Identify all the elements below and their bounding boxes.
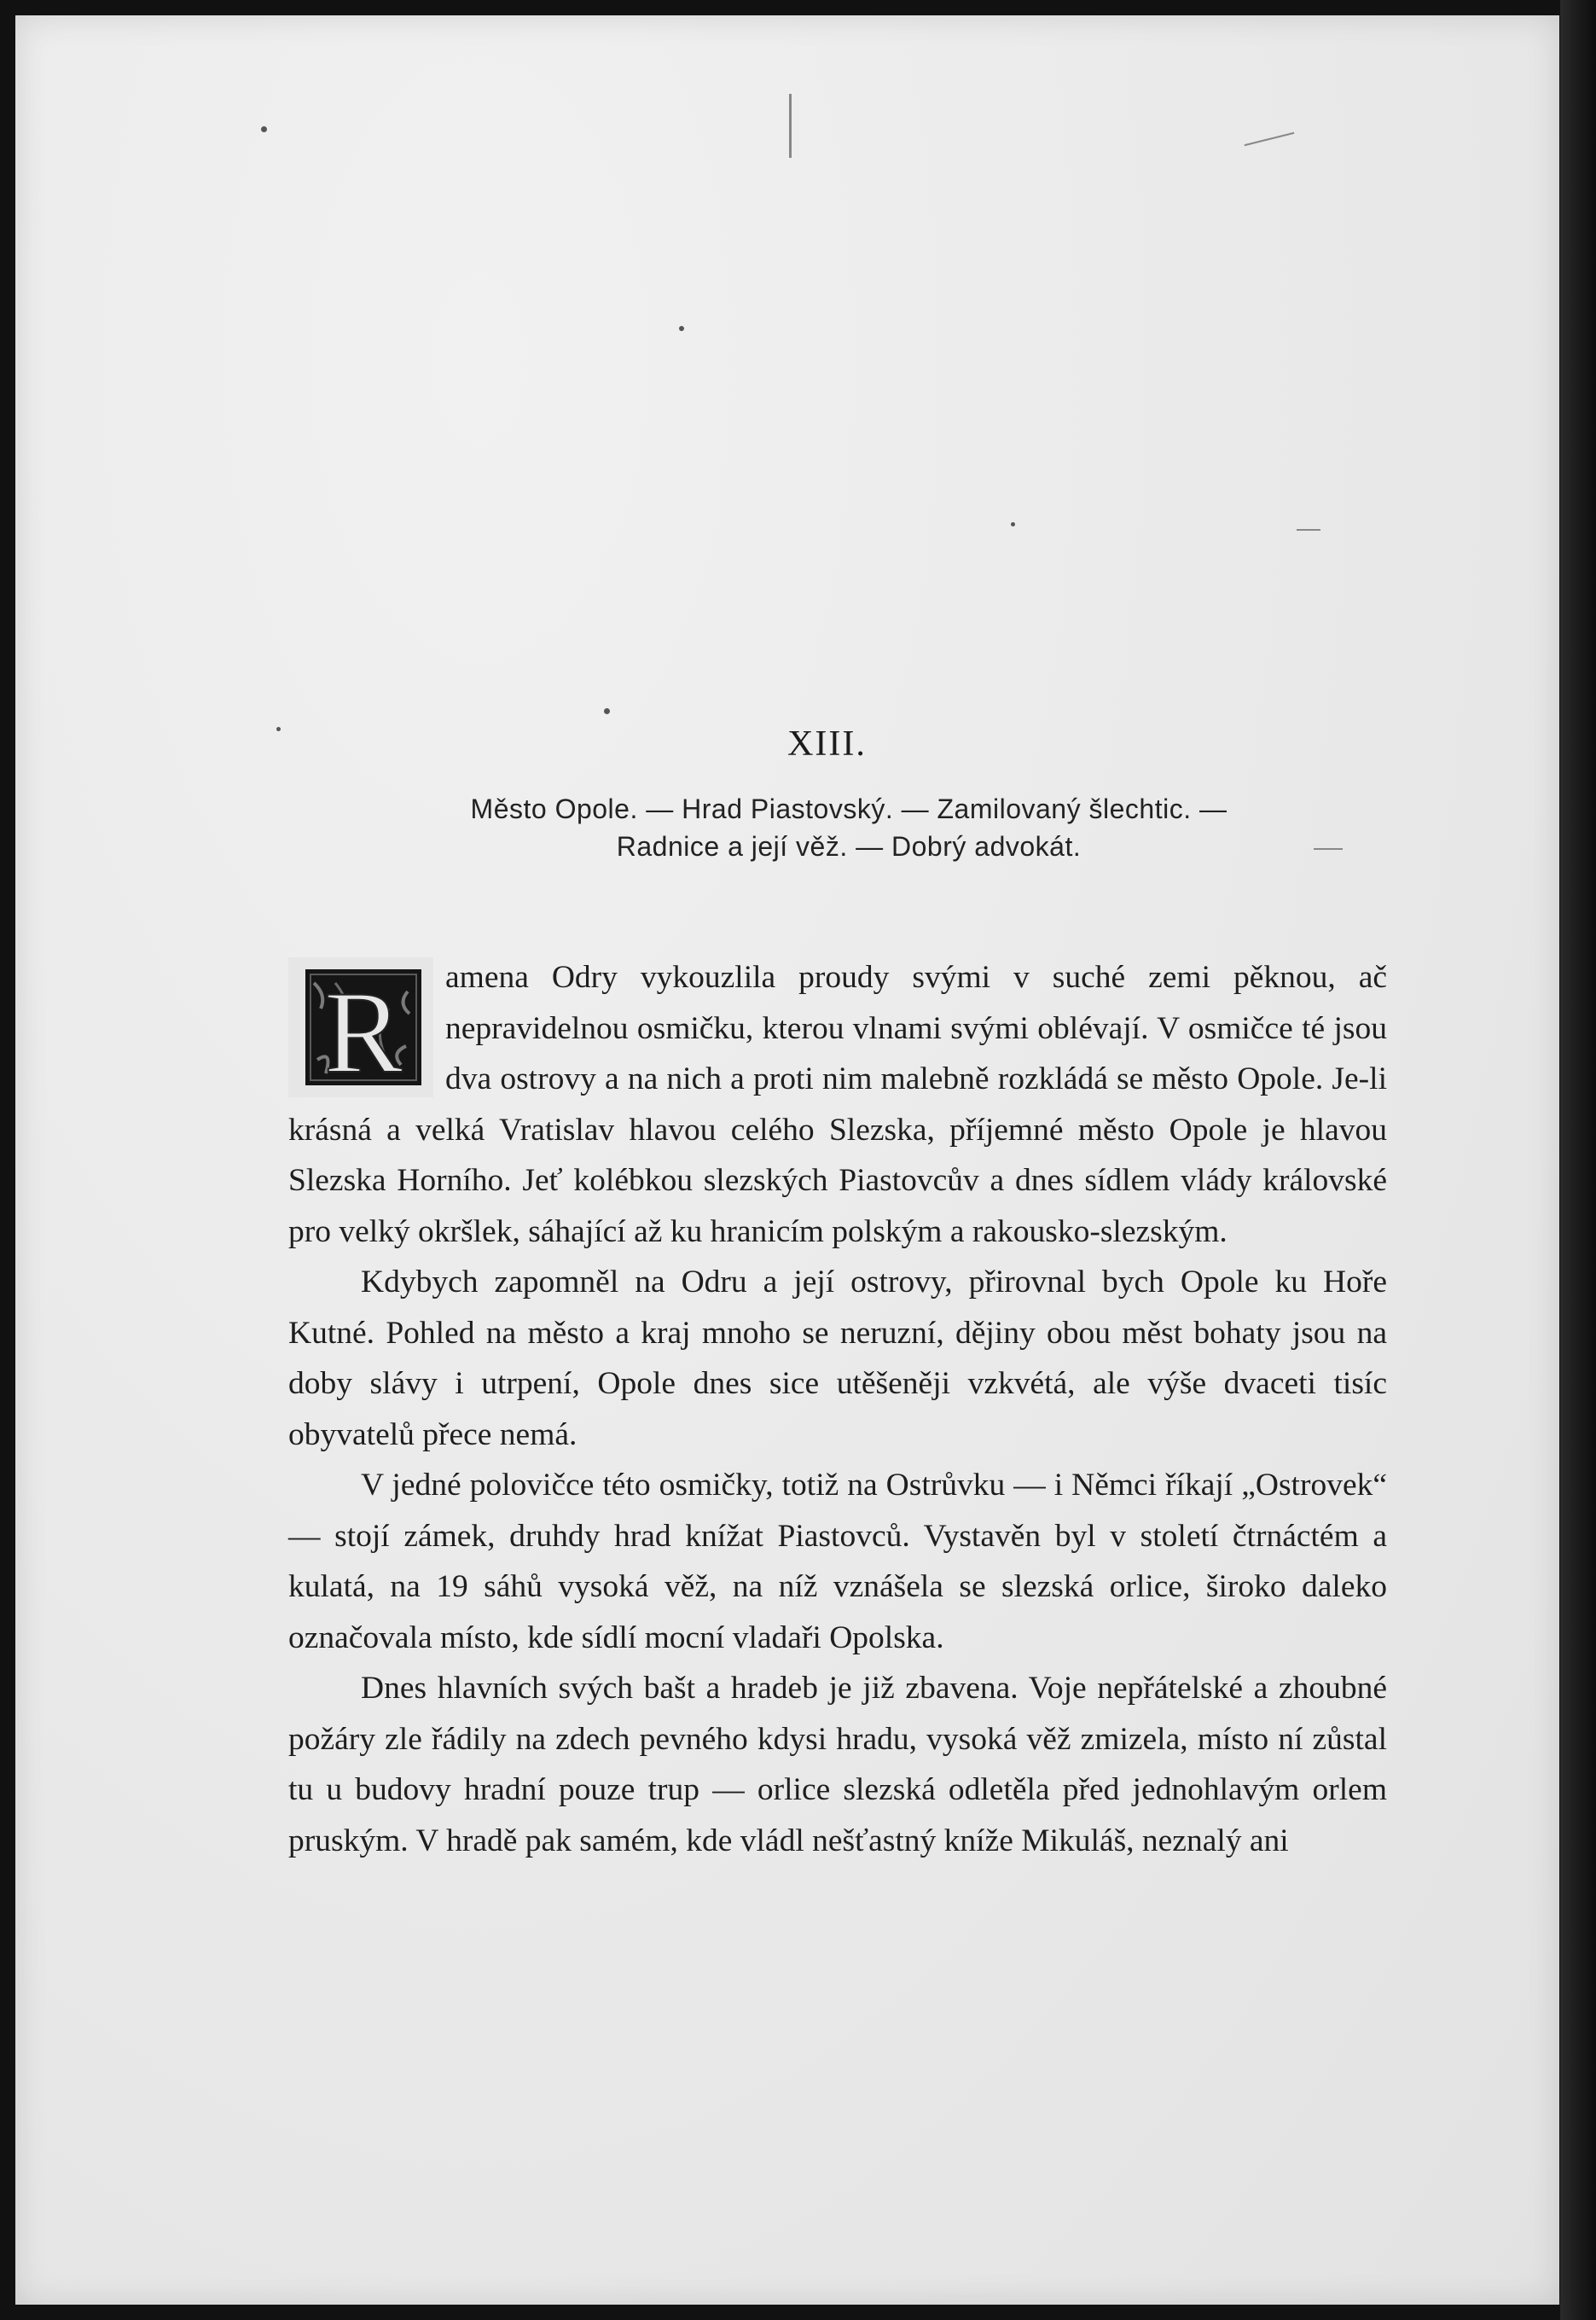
print-speck [679, 326, 684, 331]
print-scratch [789, 94, 792, 158]
print-speck [1011, 522, 1015, 526]
body-text [288, 952, 1387, 1866]
initial-letter: R [323, 967, 403, 1097]
print-scratch [1297, 529, 1320, 531]
paragraph-text: amena Odry vykouzlila proudy svými v suché zemi pěknou, ač nepravidelnou osmičku, kterou vlnami svými oblévají. V osmičce té jsou dva ostrovy a na nich a proti nim malebně rozkládá se město Opole. Je-li krásná a velká Vratislav hlavou celého Slezska, příjemné město Opole je hlavou Slezska Horního. Jeť kolébkou slezských Piastovcův a dnes sídlem vlády královské pro velký okršlek, sáhající až ku hranicím polským a rakousko-slezským. [288, 960, 1387, 1249]
print-speck [604, 708, 610, 714]
chapter-synopsis [333, 790, 1365, 865]
synopsis-line: Radnice a její věž. — Dobrý advokát. [616, 831, 1082, 862]
decorated-initial [288, 957, 433, 1097]
paragraph [288, 952, 1387, 1257]
chapter-number: XIII. [787, 724, 867, 764]
print-speck [261, 126, 267, 132]
book-spine-edge [1560, 0, 1596, 2320]
paragraph: V jedné polovičce této osmičky, totiž na Ostrůvku — i Němci říkají „Ostrovek“ — stojí zámek, druhdy hrad knížat Piastovců. Vystavěn byl v století čtrnáctém a kulatá, na 19 sáhů vysoká věž, na níž vznášela se slezská orlice, široko daleko označovala místo, kde sídlí mocní vladaři Opolska. [288, 1468, 1387, 1655]
synopsis-line: Město Opole. — Hrad Piastovský. — Zamilovaný šlechtic. — [470, 794, 1227, 824]
paragraph: Kdybych zapomněl na Odru a její ostrovy, přirovnal bych Opole ku Hoře Kutné. Pohled na město a kraj mnoho se neruzní, dějiny obou měst bohaty jsou na doby slávy i utrpení, Opole dnes sice utěšeněji vzkvétá, ale výše dvaceti tisíc obyvatelů přece nemá. [288, 1265, 1387, 1452]
paragraph: Dnes hlavních svých bašt a hradeb je již zbavena. Voje nepřátelské a zhoubné požáry zle řádily na zdech pevného kdysi hradu, vysoká věž zmizela, místo ní zůstal tu u budovy hradní pouze trup — orlice slezská odletěla před jednohlavým orlem pruským. V hradě pak samém, kde vládl nešťastný kníže Mikuláš, neznalý ani [288, 1671, 1387, 1858]
